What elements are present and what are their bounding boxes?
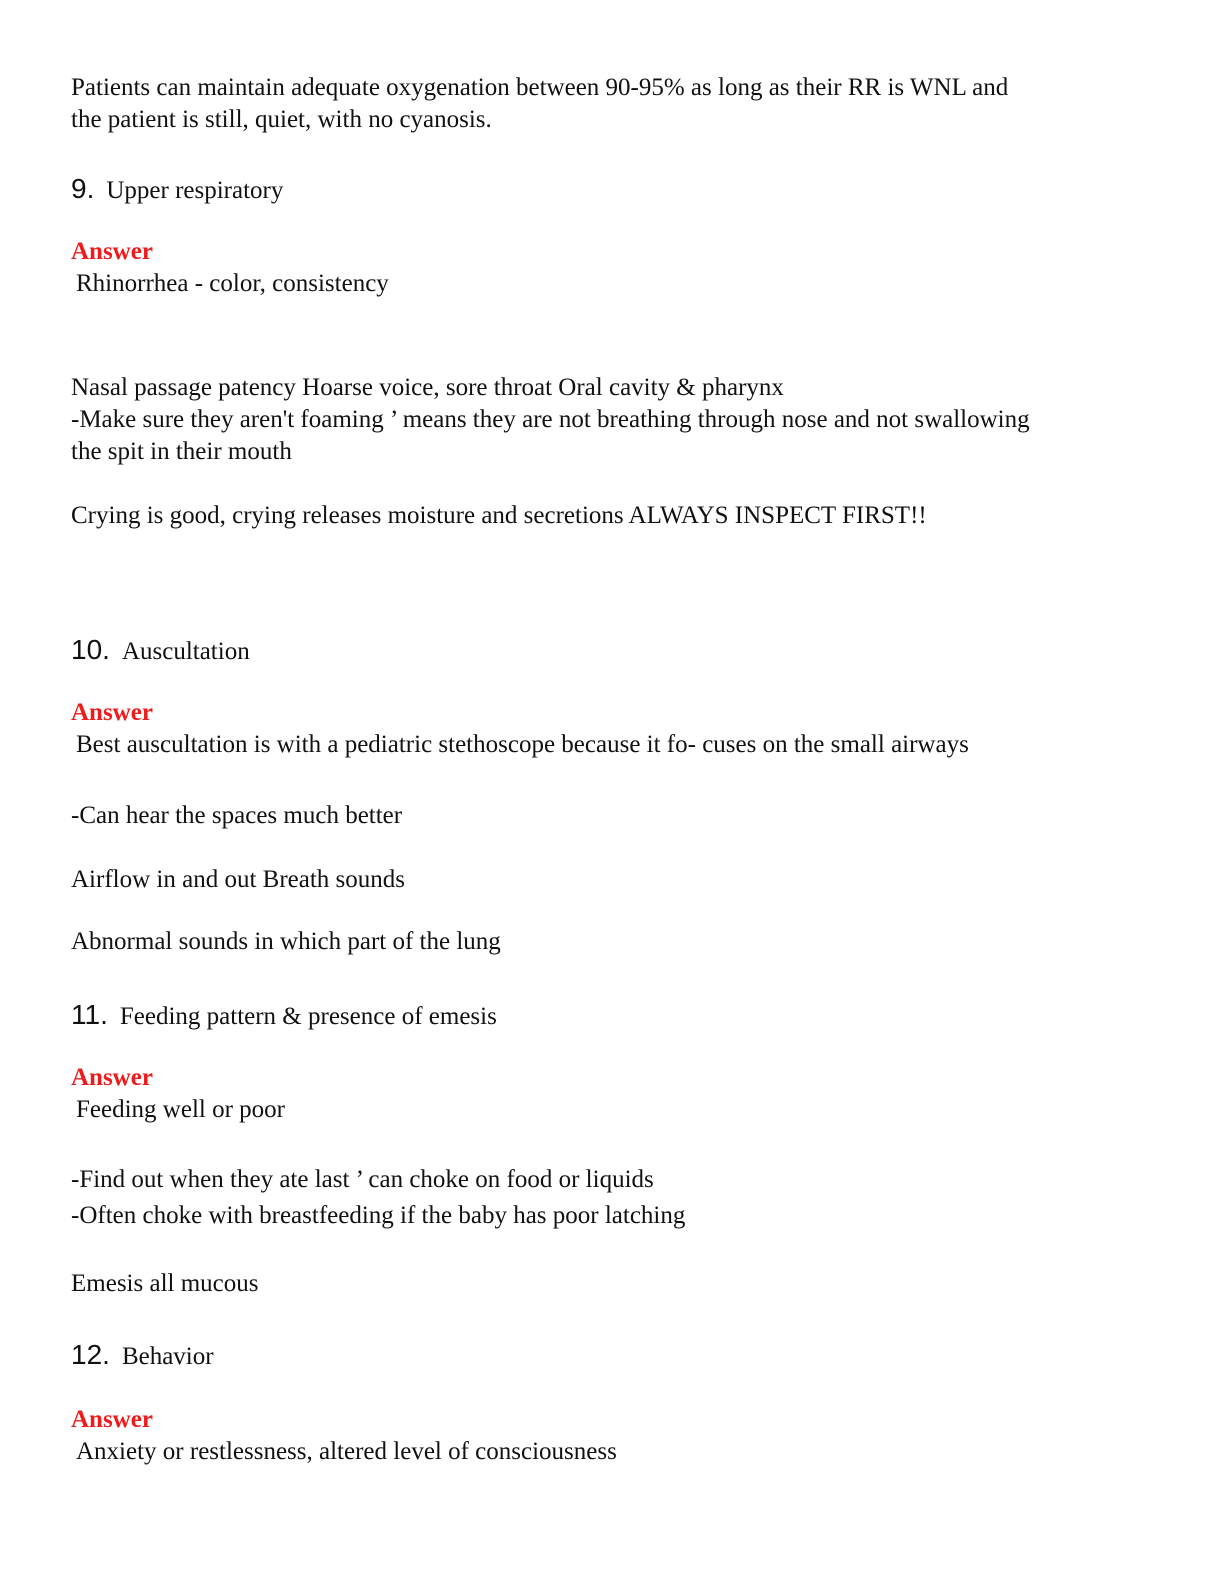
question-10 — [71, 634, 250, 668]
question-number: 10. — [71, 634, 110, 665]
question-title: Auscultation — [121, 638, 250, 665]
question-title: Behavior — [121, 1343, 214, 1370]
question-number: 11. — [71, 999, 108, 1030]
question-number: 9. — [71, 173, 95, 204]
question-9 — [71, 173, 283, 207]
question-number: 12. — [71, 1339, 110, 1370]
question-12 — [71, 1339, 214, 1373]
answer-line: -Often choke with breastfeeding if the baby has poor latching — [71, 1202, 686, 1229]
question-11 — [71, 999, 497, 1033]
answer-line: Best auscultation is with a pediatric stethoscope because it fo- cuses on the small airways — [76, 731, 969, 758]
answer-line: -Make sure they aren't foaming ’ means they are not breathing through nose and not swallowing — [71, 406, 1030, 433]
answer-line: Crying is good, crying releases moisture and secretions ALWAYS INSPECT FIRST!! — [71, 502, 927, 529]
answer-label: Answer — [71, 1406, 153, 1433]
answer-label: Answer — [71, 238, 153, 265]
question-title: Feeding pattern & presence of emesis — [119, 1003, 497, 1030]
answer-line: -Can hear the spaces much better — [71, 802, 403, 829]
answer-line: Airflow in and out Breath sounds — [71, 866, 405, 893]
intro-line-2: the patient is still, quiet, with no cyanosis. — [71, 106, 492, 133]
answer-line: Anxiety or restlessness, altered level of consciousness — [76, 1438, 617, 1465]
answer-label: Answer — [71, 1064, 153, 1091]
question-title: Upper respiratory — [106, 177, 284, 204]
answer-line: Feeding well or poor — [76, 1096, 285, 1123]
answer-line: -Find out when they ate last ’ can choke on food or liquids — [71, 1166, 654, 1193]
answer-line: Abnormal sounds in which part of the lung — [71, 928, 501, 955]
answer-line: Rhinorrhea - color, consistency — [76, 270, 389, 297]
answer-line: the spit in their mouth — [71, 438, 292, 465]
answer-line: Emesis all mucous — [71, 1270, 259, 1297]
intro-line-1: Patients can maintain adequate oxygenation between 90-95% as long as their RR is WNL and — [71, 74, 1009, 101]
answer-label: Answer — [71, 699, 153, 726]
answer-line: Nasal passage patency Hoarse voice, sore throat Oral cavity & pharynx — [71, 374, 784, 401]
